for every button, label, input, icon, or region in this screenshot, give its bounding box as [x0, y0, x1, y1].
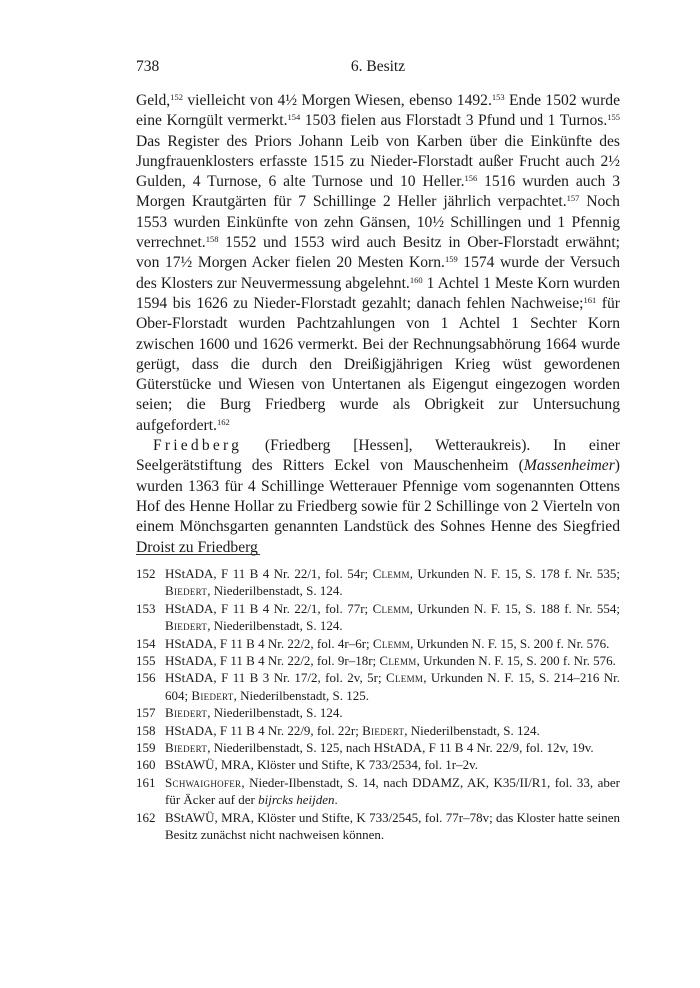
footnote-ref[interactable]: 152	[170, 92, 183, 102]
text-run: vielleicht von 4½ Morgen Wiesen, ebenso 1492.	[182, 92, 492, 109]
text-run: HStADA, F 11 B 4 Nr. 22/1, fol. 54r;	[165, 566, 373, 581]
italic-term: Massenheimer	[523, 457, 615, 475]
footnote-number: 154	[136, 635, 156, 651]
author-name: Biedert	[362, 722, 405, 738]
text-run: Noch 1553 wurden Einkünfte von zehn Gänsen, 10½ Schillingen und 1 Pfennig verrechnet.	[136, 193, 620, 252]
footnote-number: 153	[136, 600, 156, 616]
author-name: Clemm	[379, 653, 417, 669]
text-run: .	[334, 792, 338, 808]
footnote	[136, 600, 620, 635]
author-name: Biedert	[165, 618, 208, 634]
page-header	[136, 58, 620, 80]
author-name: Schwaighofer	[165, 774, 242, 790]
footnote-ref[interactable]: 158	[205, 234, 219, 245]
author-name: Biedert	[191, 687, 234, 703]
footnote	[136, 722, 620, 739]
footnote-text	[165, 774, 620, 809]
footnote-number: 160	[136, 757, 156, 773]
footnote-ref[interactable]: 162	[216, 416, 230, 427]
text-run: , Urkunden N. F. 15, S. 214–216 Nr. 604;	[165, 670, 620, 703]
footnote-ref[interactable]: 153	[491, 92, 505, 102]
footnote-ref[interactable]: 160	[409, 274, 423, 285]
footnote-ref[interactable]: 159	[444, 254, 458, 265]
text-run: 1503 fielen aus Florstadt 3 Pfund und 1 Turnos.	[300, 112, 608, 130]
footnote-text	[165, 635, 620, 652]
text-run: HStADA, F 11 B 4 Nr. 22/9, fol. 22r;	[165, 722, 363, 738]
footnote-ref[interactable]: 157	[566, 193, 580, 204]
text-run: HStADA, F 11 B 4 Nr. 22/2, fol. 4r–6r;	[165, 635, 373, 651]
text-run: Ende 1502 wurde eine Korngült vermerkt.	[136, 92, 620, 130]
paragraph	[136, 436, 620, 558]
text-run: , Niederilbenstadt, S. 125, nach HStADA, F 11 B 4 Nr. 22/9, fol. 12v, 19v.	[207, 740, 594, 756]
text-run: , Niederilbenstadt, S. 125.	[233, 687, 370, 703]
footnote-number: 157	[136, 705, 156, 721]
author-name: Biedert	[165, 705, 208, 721]
footnote-number: 155	[136, 653, 156, 669]
footnote-text	[165, 722, 620, 739]
text-run: , Urkunden N. F. 15, S. 200 f. Nr. 576.	[416, 653, 616, 669]
main-text	[136, 91, 620, 558]
text-run: , Urkunden N. F. 15, S. 188 f. Nr. 554;	[409, 600, 620, 616]
footnote	[136, 739, 620, 756]
footnote-text	[165, 669, 620, 704]
footnote	[136, 756, 620, 773]
footnote-number: 156	[136, 670, 156, 686]
footnote-number: 152	[136, 566, 156, 581]
text-run: Geld,	[136, 92, 171, 109]
text-run: ) wurden 1363 für 4 Schillinge Wetterauer Pfennige vom sogenannten Ottens Hof des Henne Hollar zu Friedberg sowie für 2 Schillinge von 2 Vierteln von einem Mönchsgarten genannten Landstück des Sohnes Henne des Siegfried Droist zu Friedberg	[136, 457, 620, 556]
text-run: , Urkunden N. F. 15, S. 178 f. Nr. 535;	[409, 566, 620, 581]
footnote-number: 159	[136, 740, 156, 756]
author-name: Biedert	[165, 740, 208, 756]
text-run: (Friedberg [Hessen], Wetteraukreis). In einer Seelgerätstiftung des Ritters Eckel von Mauschenheim (	[136, 437, 620, 475]
text-run: , Niederilbenstadt, S. 124.	[404, 722, 540, 738]
footnote-divider	[136, 554, 260, 555]
place-heading: Friedberg	[153, 437, 243, 455]
footnote	[136, 774, 620, 809]
footnote-ref[interactable]: 156	[464, 173, 478, 184]
text-run: 1516 wurden auch 3 Morgen Krautgärten für 7 Schillinge 2 Heller jährlich verpachtet.	[136, 173, 620, 211]
text-run: , Nieder-Ilbenstadt, S. 14, nach DDAMZ, AK, K35/II/R1, fol. 33, aber für Äcker auf der	[165, 774, 620, 808]
footnote-number: 158	[136, 722, 156, 738]
text-run: BStAWÜ, MRA, Klöster und Stifte, K 733/2534, fol. 1r–2v.	[165, 757, 478, 773]
footnote-ref[interactable]: 154	[287, 112, 301, 123]
text-run: HStADA, F 11 B 4 Nr. 22/2, fol. 9r–18r;	[165, 653, 380, 669]
footnote	[136, 565, 620, 600]
text-run: für Ober-Florstadt wurden Pachtzahlungen von 1 Achtel 1 Sechter Korn zwischen 1600 und 1626 vermerkt. Bei der Rechnungsabhörung 1664 wurde gerügt, dass die durch den Dreißigjährigen Krieg wüst gewordenen Güterstücke und Wiesen von Untertanen als Eigengut eingezogen worden seien; die Burg Friedberg wurde als Obrigkeit zur Untersuchung aufgefordert.	[136, 294, 620, 434]
footnote	[136, 669, 620, 704]
footnotes	[136, 565, 620, 844]
footnote-number: 162	[136, 809, 156, 825]
footnote	[136, 704, 620, 721]
paragraph	[136, 91, 620, 436]
footnote-text	[165, 565, 620, 600]
text-run: 1 Achtel 1 Meste Korn wurden 1594 bis 1626 zu Nieder-Florstadt gezahlt; danach fehlen Nachweise;	[136, 274, 620, 312]
footnote-text	[165, 704, 620, 721]
footnote	[136, 652, 620, 669]
text-run: , Urkunden N. F. 15, S. 200 f. Nr. 576.	[410, 635, 610, 651]
text-run: HStADA, F 11 B 3 Nr. 17/2, fol. 2v, 5r;	[165, 670, 387, 686]
text-run: , Niederilbenstadt, S. 124.	[207, 705, 343, 721]
text-run: , Niederilbenstadt, S. 124.	[207, 618, 343, 634]
footnote	[136, 809, 620, 844]
author-name: Biedert	[165, 583, 208, 599]
footnote-text	[165, 600, 620, 635]
text-run: Das Register des Priors Johann Leib von Karben über die Einkünfte des Jungfrauenklosters erfasste 1515 zu Nieder-Florstadt außer Frucht auch 2½ Gulden, 4 Turnose, 6 alte Turnose und 10 Heller.	[136, 132, 620, 191]
footnote-ref[interactable]: 161	[583, 294, 597, 305]
footnote-number: 161	[136, 774, 156, 790]
footnote-text	[165, 809, 620, 844]
footnote	[136, 635, 620, 652]
footnote-text	[165, 739, 620, 756]
text-run: , Niederilbenstadt, S. 124.	[207, 583, 343, 599]
running-head: 6. Besitz	[350, 58, 406, 75]
footnote-text	[165, 652, 620, 669]
author-name: Clemm	[372, 566, 410, 581]
author-name: Clemm	[372, 600, 410, 616]
author-name: Clemm	[386, 670, 424, 686]
footnote-text	[165, 756, 620, 773]
italic-term: bijrcks heijden	[258, 792, 335, 808]
author-name: Clemm	[372, 635, 411, 651]
page-number: 738	[136, 58, 160, 75]
text-run: 1552 und 1553 wird auch Besitz in Ober-Florstadt erwähnt; von 17½ Morgen Acker fielen 20 Mesten Korn.	[136, 234, 620, 272]
footnote-ref[interactable]: 155	[607, 112, 620, 123]
text-run: BStAWÜ, MRA, Klöster und Stifte, K 733/2545, fol. 77r–78v; das Kloster hatte seinen Besitz zunächst nicht nachweisen können.	[165, 809, 620, 843]
text-run: 1574 wurde der Versuch des Klosters zur Neuvermessung abgelehnt.	[136, 254, 621, 292]
text-run: HStADA, F 11 B 4 Nr. 22/1, fol. 77r;	[165, 600, 373, 616]
